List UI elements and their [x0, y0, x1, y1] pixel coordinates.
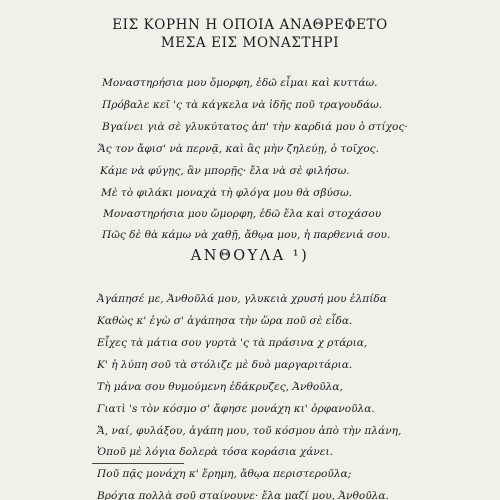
poem1-line: Μὲ τὸ φιλάκι μοναχὰ τὴ φλόγα μου θὰ σβύσω. [101, 187, 353, 199]
poem1-line: Ἄς τον ἄφισ' νὰ περνᾷ, καὶ ἂς μὴν ζηλεύῃ, ὁ τοῖχος. [98, 143, 379, 155]
poem2-line: Καθὼς κ' ἐγὼ σ' ἀγάπησα τὴν ὥρα ποῦ σὲ εἶδα. [97, 315, 353, 327]
poem1-title-line1: ΕΙΣ ΚΟΡΗΝ Η ΟΠΟΙΑ ΑΝΑΘΡΕΦΕΤΟ [112, 17, 388, 33]
footnote-rule [92, 463, 184, 464]
poem1-title-line2: ΜΕΣΑ ΕΙΣ ΜΟΝΑΣΤΗΡΙ [160, 35, 340, 51]
poem2-line: Ἀγάπησέ με, Ἀνθοῦλά μου, γλυκειὰ χρυσή μου ἐλπίδα [97, 293, 387, 305]
poem2-line: Ἄ, ναί, φυλάξου, ἀγάπη μου, τοῦ κόσμου ἀπὸ τὴν πλάνη, [97, 425, 402, 437]
poem2-line: Βρόχια πολλὰ σοῦ σταίνουνε· ἔλα μαζί μου, Ἀνθοῦλα. [97, 490, 389, 500]
poem1-line: Βγαίνει γιὰ σὲ γλυκύτατος ἀπ' τὴν καρδιά μου ὁ στίχος· [102, 121, 408, 133]
poem2-line: Ὁποῦ μὲ λόγια δολερὰ τόσα κοράσια χάνει. [97, 446, 334, 458]
poem2-line: Τὴ μάνα σου θυμούμενη ἐδάκρυζες, Ἀνθοῦλα, [97, 381, 343, 393]
poem1-line: Πρόβαλε κεῖ 'ς τὰ κάγκελα νὰ ἰδῆς ποῦ τραγουδάω. [102, 99, 383, 111]
poem2-line: Εἶχες τὰ μάτια σου γυρτὰ 'ς τὰ πράσινα χ ρτάρια, [97, 337, 368, 349]
poem2-line: Γιατὶ 's τὸν κόσμο σ' ἄφησε μονάχη κι' ὀρφανοῦλα. [97, 403, 375, 415]
poem1-line: Κάμε νὰ φύγῃς, ἂν μπορῇς· ἔλα νὰ σὲ φιλήσω. [100, 165, 350, 177]
poem2-line: Ποῦ πᾷς μονάχη κ' ἔρημη, ἄθῳα περιστεροῦλα; [97, 468, 352, 480]
poem2-line: Κ' ἡ λύπη σοῦ τὰ στόλιζε μὲ δυὸ μαργαριτάρια. [97, 359, 353, 371]
poem1-line: Πῶς δὲ θὰ κάμω νὰ χαθῇ, ἄθῳα μου, ἡ παρθενιά σου. [102, 229, 391, 241]
poem1-line: Μοναστηρήσια μου ὤμορφη, ἐδῶ ἔλα καὶ στοχάσου [103, 208, 382, 220]
poem2-title: ΑΝΘΟΥΛΑ ¹) [190, 248, 310, 264]
poem1-line: Μοναστηρήσια μου ὄμορφη, ἐδῶ εἶμαι καὶ κυττάω. [102, 77, 378, 89]
